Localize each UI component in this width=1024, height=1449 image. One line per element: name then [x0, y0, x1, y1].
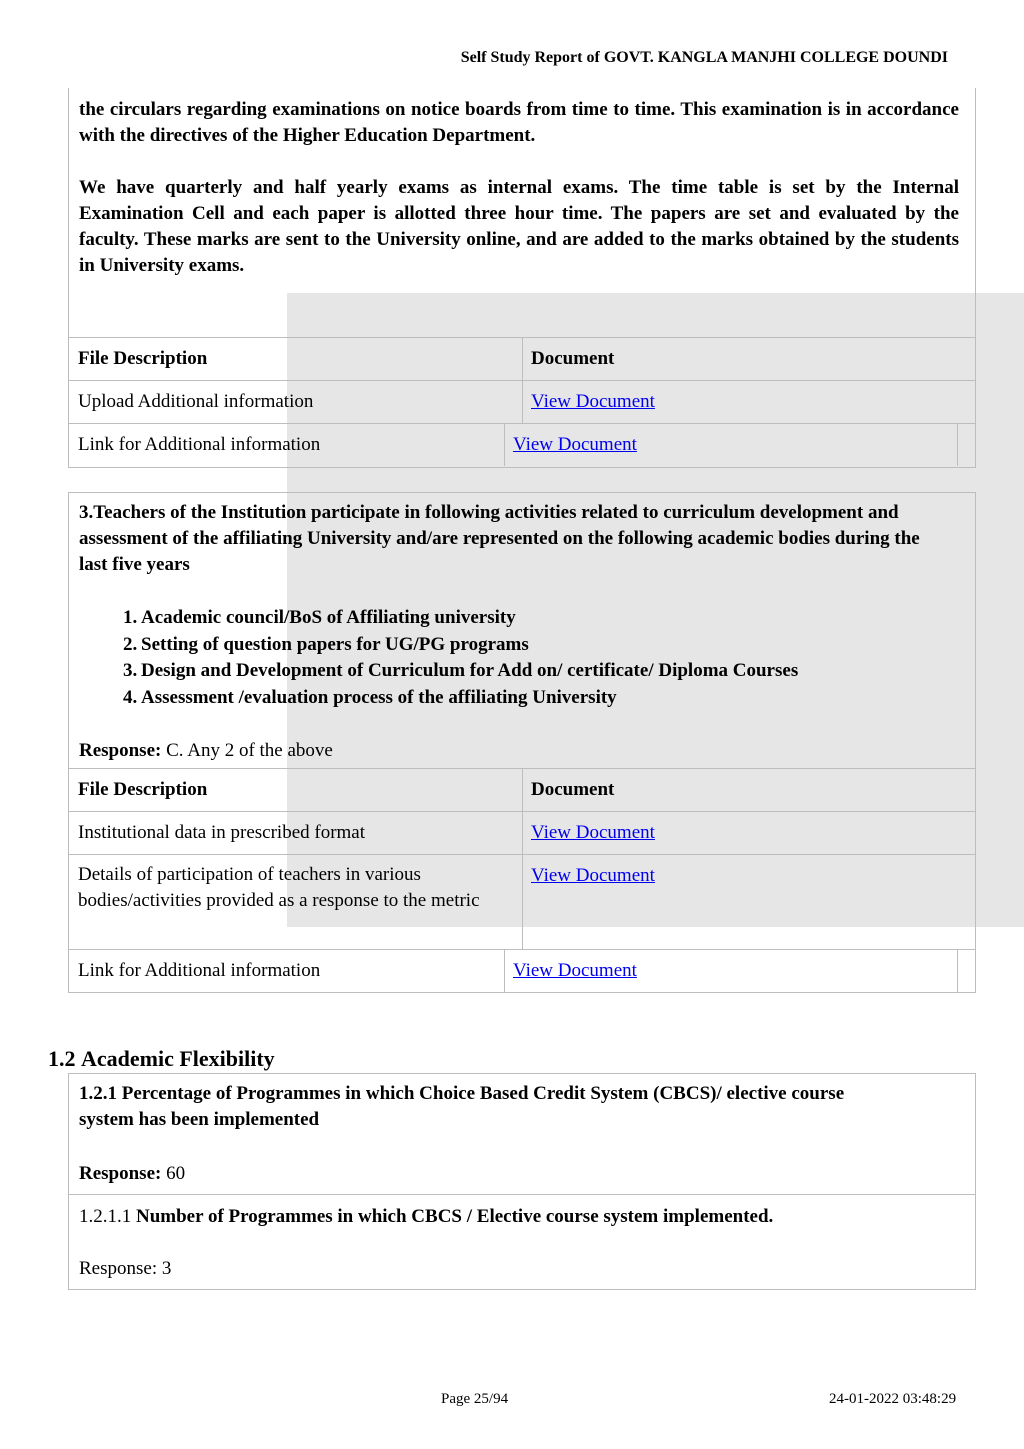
file-description-cell: Link for Additional information	[78, 434, 321, 455]
metric-3-response	[79, 738, 333, 764]
list-item: 3. Design and Development of Curriculum for Add on/ certificate/ Diploma Courses	[123, 660, 799, 681]
file-description-cell: Institutional data in prescribed format	[78, 822, 366, 843]
view-document-link[interactable]: View Document	[531, 865, 655, 886]
document-header: Document	[531, 348, 615, 369]
section-heading: 1.2 Academic Flexibility	[48, 1046, 275, 1071]
file-description-cell: Upload Additional information	[78, 391, 314, 412]
response-value: C. Any 2 of the above	[161, 740, 333, 761]
view-document-link[interactable]: View Document	[513, 434, 637, 455]
response-label: Response:	[79, 1163, 162, 1184]
list-item: 1. Academic council/BoS of Affiliating university	[123, 607, 516, 628]
metric-1-2-1-response	[79, 1161, 185, 1187]
view-document-link[interactable]: View Document	[531, 391, 655, 412]
file-description-cell: Details of participation of teachers in various bodies/activities provided as a response to the metric	[78, 864, 480, 911]
file-description-cell: Link for Additional information	[78, 960, 321, 981]
file-description-header: File Description	[78, 779, 208, 800]
view-document-link[interactable]: View Document	[513, 960, 637, 981]
document-header: Document	[531, 779, 615, 800]
timestamp: 24-01-2022 03:48:29	[829, 1391, 957, 1407]
page-header: Self Study Report of GOVT. KANGLA MANJHI COLLEGE DOUNDI	[460, 49, 948, 66]
list-item: 4. Assessment /evaluation process of the affiliating University	[123, 686, 617, 708]
metric-1-2-1-1-response: Response: 3	[79, 1258, 172, 1279]
metric-1-2-1-question: 1.2.1 Percentage of Programmes in which Choice Based Credit System (CBCS)/ elective course system has been implemented	[79, 1083, 845, 1130]
list-item: 2. Setting of question papers for UG/PG programs	[123, 633, 529, 655]
internal-exams-paragraph: We have quarterly and half yearly exams as internal exams. The time table is set by the Internal Examination Cell and each paper is allotted three hour time. The papers are set and evaluated by the faculty. These marks are sent to the University online, and are added to the marks obtained by the students in University exams.	[79, 177, 959, 276]
metric-1-2-1-block	[68, 1073, 976, 1290]
file-description-header: File Description	[78, 348, 208, 369]
view-document-link[interactable]: View Document	[531, 822, 655, 843]
response-value: 60	[161, 1163, 186, 1184]
exam-info-block	[68, 88, 976, 468]
metric-1-2-1-1-question: 1.2.1.1 Number of Programmes in which CBCS / Elective course system implemented.	[79, 1206, 774, 1227]
page-number: Page 25/94	[441, 1391, 509, 1407]
activity-list	[79, 605, 959, 711]
metric-3-block	[68, 492, 976, 993]
metric-3-question: 3.Teachers of the Institution participate in following activities related to curriculum development and assessment of the affiliating University and/are represented on the following academic bodies during the last five years	[79, 502, 920, 575]
exam-circulars-paragraph: the circulars regarding examinations on notice boards from time to time. This examination is in accordance with the directives of the Higher Education Department.	[79, 99, 959, 146]
response-label: Response:	[79, 740, 162, 761]
